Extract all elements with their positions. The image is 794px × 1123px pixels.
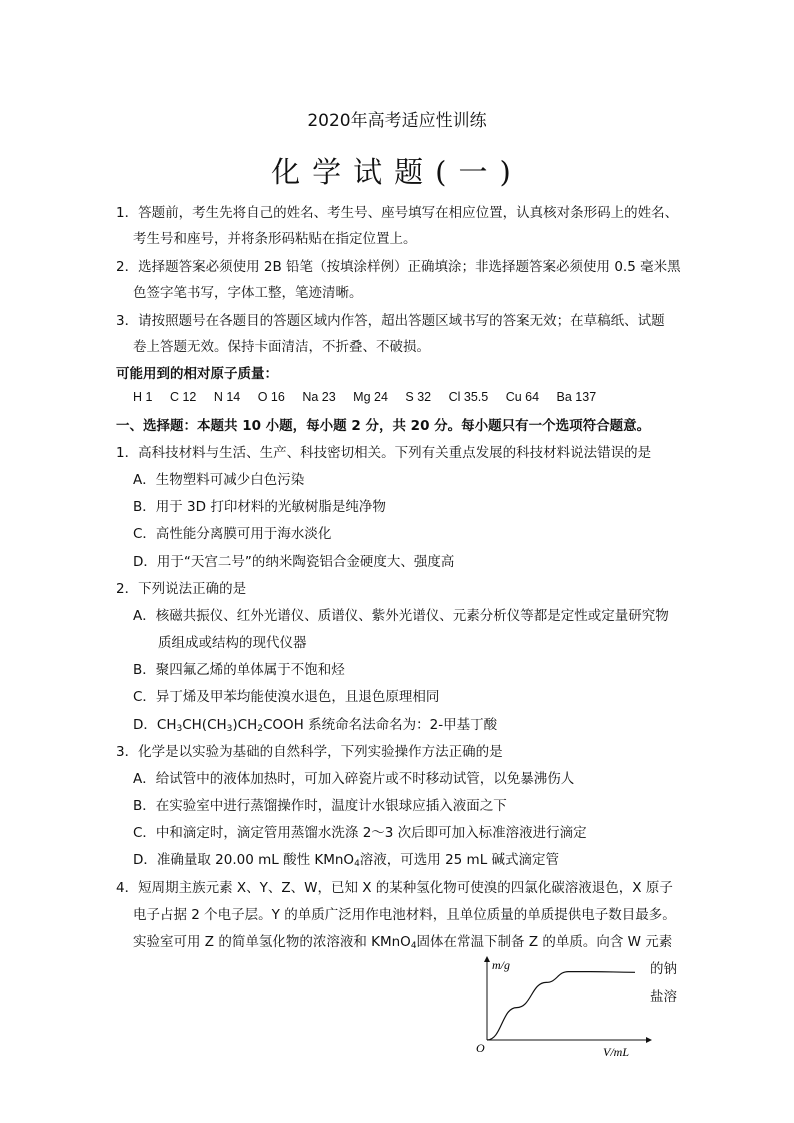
series-line	[487, 972, 635, 1040]
instruction-1-cont: 考生号和座号，并将条形码粘贴在指定位置上。	[133, 231, 417, 247]
exam-title: 化学试题(一)	[271, 155, 523, 189]
question-2-option-a: A．核磁共振仪、红外光谱仪、质谱仪、紫外光谱仪、元素分析仪等都是定性或定量研究物	[133, 608, 669, 624]
x-axis-label: V/mL	[603, 1045, 630, 1059]
instruction-number: 2．	[116, 259, 139, 275]
option-text: 系统命名法命名为：2-甲基丁酸	[303, 717, 498, 733]
atomic-mass-item: Cu 64	[505, 390, 540, 404]
question-1-stem: 1．高科技材料与生活、生产、科技密切相关。下列有关重点发展的科技材料说法错误的是	[116, 445, 652, 461]
question-1-option-a: A．生物塑料可减少白色污染	[133, 472, 305, 488]
question-3-option-c: C．中和滴定时，滴定管用蒸馏水洗涤 2～3 次后即可加入标准溶液进行滴定	[133, 825, 587, 841]
question-3-option-d	[133, 850, 559, 874]
instruction-1	[116, 203, 678, 223]
question-2-option-c: C．异丁烯及甲苯均能使溴水退色，且退色原理相同	[133, 689, 440, 705]
question-3-option-a: A．给试管中的液体加热时，可加入碎瓷片或不时移动试管，以免暴沸伤人	[133, 771, 575, 787]
question-1-option-b: B．用于 3D 打印材料的光敏树脂是纯净物	[133, 499, 386, 515]
option-text: D．准确量取 20.00 mL 酸性 KMnO	[133, 852, 355, 868]
question-2-option-a-cont: 质组成或结构的现代仪器	[158, 635, 307, 651]
formula-subscript: 2	[257, 724, 263, 734]
question-4-line-2: 电子占据 2 个电子层。Y 的单质广泛用作电池材料，且单位质量的单质提供电子数目最多。	[133, 907, 676, 923]
atomic-mass-item: H 1	[133, 390, 153, 404]
instruction-number: 3．	[116, 313, 139, 329]
formula-subscript: 3	[226, 724, 233, 734]
origin-label: O	[476, 1041, 485, 1055]
formula-part: COOH	[262, 717, 304, 733]
atomic-mass-item: Ba 137	[556, 390, 597, 404]
question-text: 固体在常温下制备 Z 的单质。向含 W 元素	[416, 934, 673, 950]
instruction-3	[116, 311, 665, 331]
atomic-mass-list	[133, 390, 610, 404]
instruction-text: 请按照题号在各题目的答题区域内作答，超出答题区域书写的答案无效；在草稿纸、试题	[138, 313, 665, 329]
atomic-mass-item: Na 23	[302, 390, 336, 404]
formula-part: CH	[156, 717, 177, 733]
question-3-option-b: B．在实验室中进行蒸馏操作时，温度计水银球应插入液面之下	[133, 798, 507, 814]
question-4-wrap-1: 的钠	[650, 961, 677, 977]
question-3-stem: 3．化学是以实验为基础的自然科学，下列实验操作方法正确的是	[116, 744, 503, 760]
instruction-2-cont: 色签字笔书写，字体工整，笔迹清晰。	[133, 285, 363, 301]
instruction-text: 选择题答案必须使用 2B 铅笔（按填涂样例）正确填涂；非选择题答案必须使用 0.5 毫米黑	[138, 259, 681, 275]
formula-subscript: 4	[354, 859, 360, 869]
instruction-number: 1．	[116, 205, 139, 221]
question-2-option-d	[133, 715, 497, 739]
section-heading: 一、选择题：本题共 10 小题，每小题 2 分，共 20 分。每小题只有一个选项符合题意。	[116, 418, 651, 434]
atomic-mass-heading: 可能用到的相对原子质量：	[116, 366, 278, 382]
atomic-mass-item: Cl 35.5	[448, 390, 489, 404]
y-axis-label: m/g	[492, 958, 510, 972]
option-letter: D．	[133, 717, 157, 733]
instruction-2	[116, 257, 681, 277]
atomic-mass-item: S 32	[405, 390, 432, 404]
instruction-text: 答题前，考生先将自己的姓名、考生号、座号填写在相应位置，认真核对条形码上的姓名、	[138, 205, 679, 221]
question-2-option-b: B．聚四氟乙烯的单体属于不饱和烃	[133, 662, 345, 678]
atomic-mass-item: N 14	[213, 390, 241, 404]
question-4-wrap-2: 盐溶	[650, 989, 677, 1005]
atomic-mass-item: C 12	[169, 390, 197, 404]
option-text: 溶液，可选用 25 mL 碱式滴定管	[359, 852, 560, 868]
exam-subtitle: 2020年高考适应性训练	[307, 111, 487, 131]
formula-part: )CH	[232, 717, 258, 733]
question-2-stem: 2．下列说法正确的是	[116, 581, 247, 597]
question-1-option-c: C．高性能分离膜可用于海水淡化	[133, 526, 332, 542]
formula-subscript: 4	[410, 941, 417, 951]
atomic-mass-item: Mg 24	[353, 390, 388, 404]
chemical-formula	[157, 717, 304, 733]
atomic-mass-item: O 16	[257, 390, 285, 404]
question-text: 实验室可用 Z 的简单氢化物的浓溶液和 KMnO	[133, 934, 411, 950]
formula-part: CH(CH	[182, 717, 227, 733]
question-1-option-d: D．用于“天宫二号”的纳米陶瓷铝合金硬度大、强度高	[133, 554, 455, 570]
mass-volume-chart	[468, 952, 658, 1062]
question-4-line-1: 4．短周期主族元素 X、Y、Z、W，已知 X 的某种氢化物可使溴的四氯化碳溶液退色，X 原子	[116, 880, 673, 896]
instruction-3-cont: 卷上答题无效。保持卡面清洁，不折叠、不破损。	[133, 339, 430, 355]
formula-subscript: 3	[176, 724, 183, 734]
